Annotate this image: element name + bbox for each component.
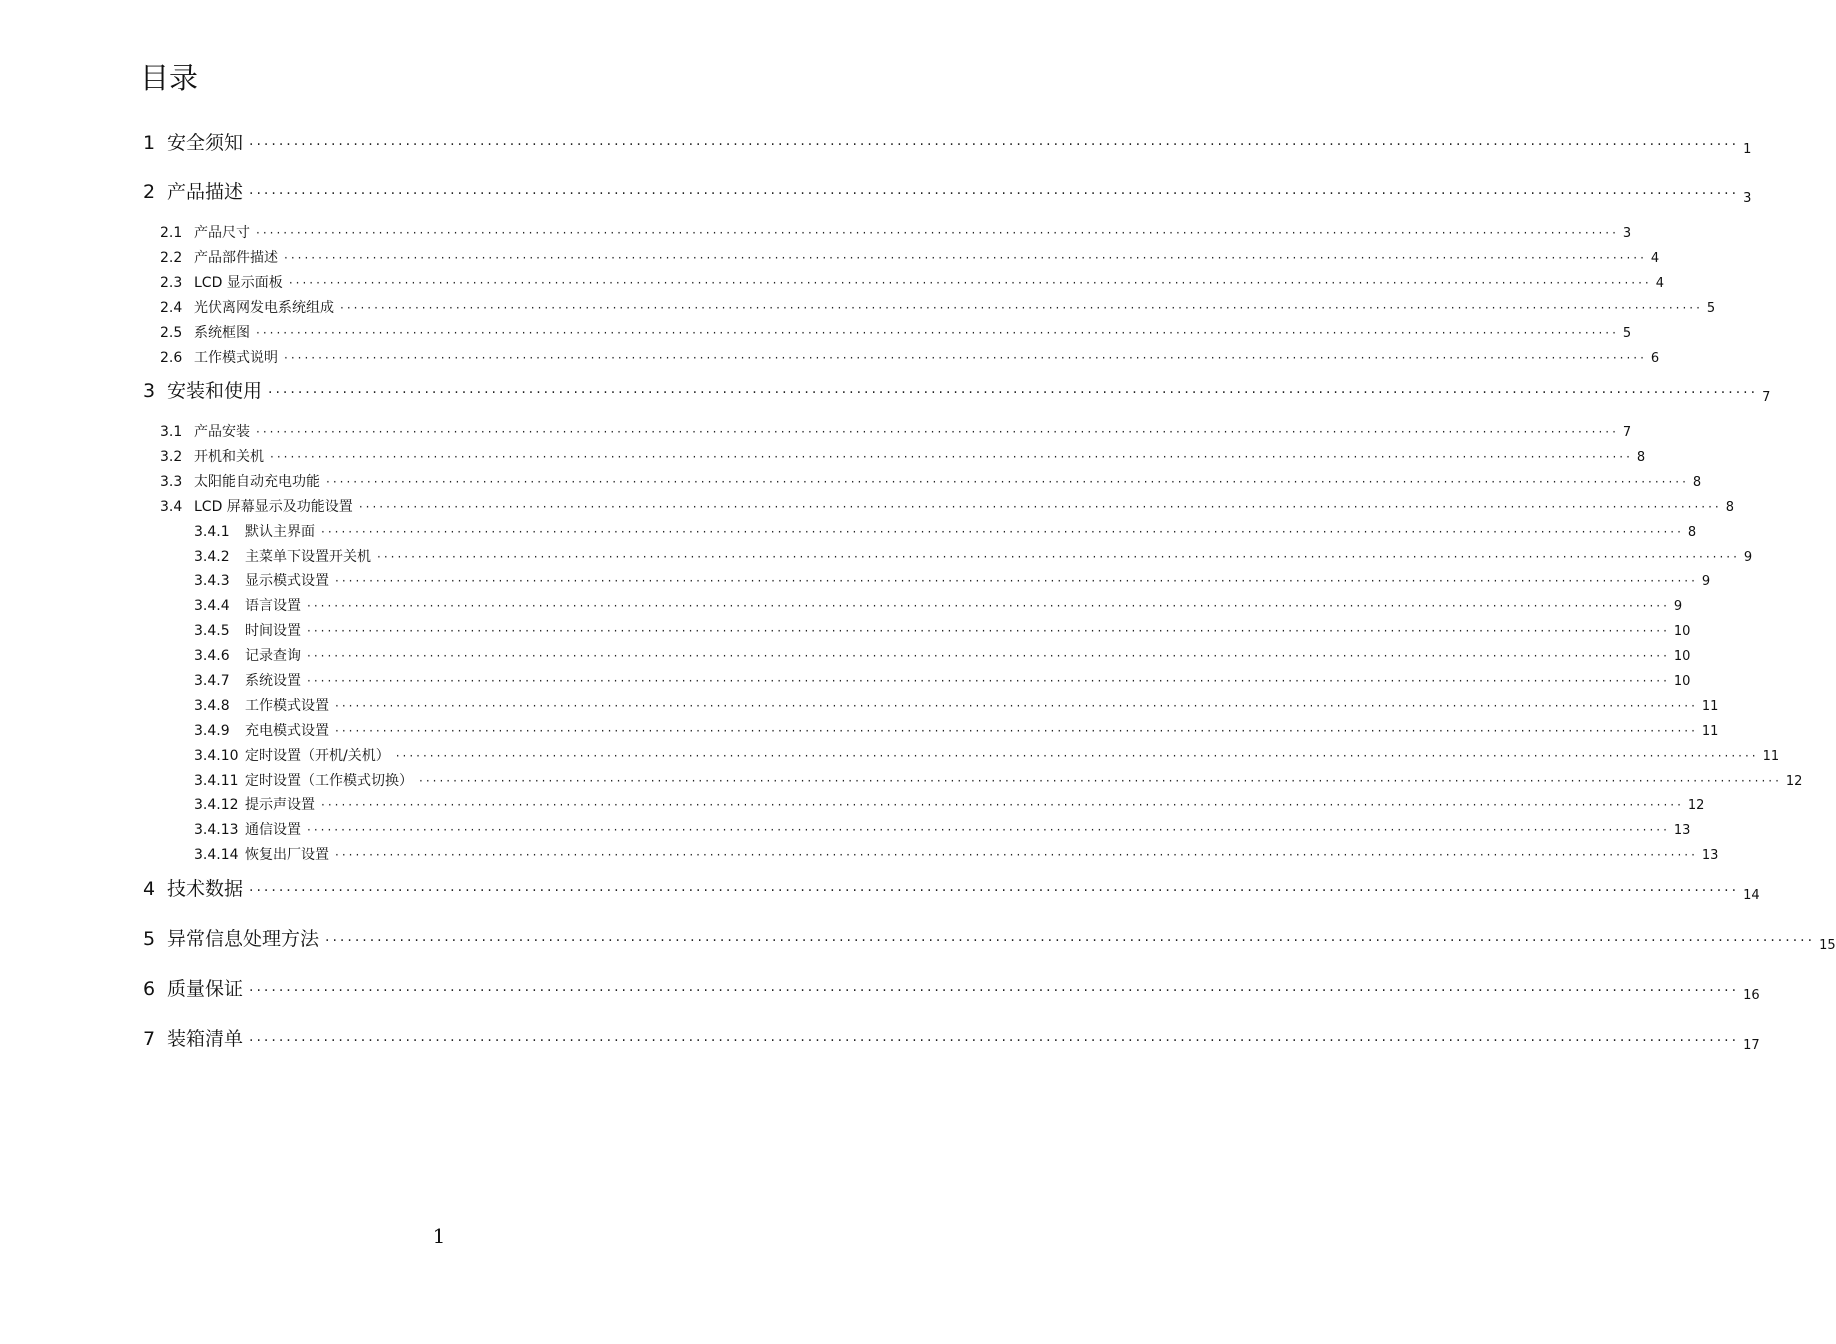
toc-entry-label [160,421,250,443]
toc-entry-title: 默认主界面 [245,524,315,540]
toc-entry-number: 1 [143,132,156,154]
toc-entry-number: 3.1 [160,424,183,440]
toc-entry[interactable] [143,377,1771,408]
toc-entry-number: 3.4 [160,499,183,515]
toc-entry-title: 安装和使用 [167,380,263,402]
toc-entry[interactable] [160,272,1664,295]
toc-entry-page-number: 4 [1650,251,1660,266]
toc-dot-leader: ········································································································································································································ [307,599,1670,613]
toc-entry-label [160,471,320,493]
toc-dot-leader: ········································································································································································································ [288,276,1652,290]
toc-entry-page-number: 14 [1743,888,1760,903]
toc-entry-title: 显示模式设置 [245,573,329,589]
toc-entry-page-number: 13 [1701,848,1719,863]
toc-entry-number: 3.4.14 [194,847,239,863]
toc-entry-page-number: 8 [1687,525,1697,540]
toc-entry[interactable] [143,975,1760,1006]
toc-dot-leader: ········································································································································································································ [395,749,1759,763]
toc-entry-number: 3.4.3 [194,573,230,589]
toc-entry[interactable] [194,595,1683,618]
toc-dot-leader: ········································································································································································································ [307,823,1670,837]
page-title: 目录 [140,61,199,95]
toc-entry-title: 语言设置 [245,598,301,614]
toc-entry-title: 定时设置（工作模式切换） [245,773,413,789]
toc-entry-title: 主菜单下设置开关机 [245,549,371,565]
toc-entry-label [194,844,329,866]
toc-entry-page-number: 8 [1692,475,1702,490]
toc-dot-leader: ········································································································································································································ [326,475,1689,489]
toc-entry-number: 3.4.5 [194,623,230,639]
toc-dot-leader: ········································································································································································································ [321,525,1684,539]
toc-entry-number: 3.4.4 [194,598,230,614]
toc-dot-leader: ········································································································································································································ [249,1033,1740,1049]
toc-entry-page-number: 13 [1673,823,1691,838]
toc-entry-number: 6 [143,978,156,1000]
toc-entry-title: 异常信息处理方法 [167,928,320,950]
toc-entry[interactable] [194,745,1780,768]
toc-dot-leader: ········································································································································································································ [325,933,1816,949]
toc-entry-label [194,620,301,642]
toc-entry-title: 开机和关机 [194,449,264,465]
toc-entry-page-number: 7 [1622,425,1632,440]
toc-entry-label [160,272,283,294]
toc-entry-page-number: 3 [1743,191,1752,206]
toc-dot-leader: ········································································································································································································ [335,848,1698,862]
toc-entry[interactable] [143,1025,1760,1056]
toc-entry[interactable] [194,645,1691,668]
toc-dot-leader: ········································································································································································································ [335,724,1698,738]
toc-entry-label [160,247,278,269]
toc-entry-label [143,1025,243,1053]
toc-entry-title: 系统设置 [245,673,301,689]
toc-dot-leader: ········································································································································································································ [249,137,1740,153]
toc-entry-number: 2.3 [160,275,183,291]
toc-entry-number: 3.4.8 [194,698,230,714]
toc-entry-title: 产品描述 [167,181,244,203]
toc-entry-label [194,570,329,592]
toc-entry-number: 3.4.9 [194,723,230,739]
toc-entry-number: 5 [143,928,156,950]
toc-entry[interactable] [194,570,1711,593]
toc-entry-title: 工作模式说明 [194,350,278,366]
toc-entry-title: 质量保证 [167,978,244,1000]
toc-entry[interactable] [194,844,1719,867]
toc-entry-number: 3.4.2 [194,549,230,565]
toc-entry[interactable] [194,620,1691,643]
toc-dot-leader: ········································································································································································································ [419,774,1782,788]
toc-entry-label [160,446,264,468]
toc-entry-label [143,875,243,903]
toc-entry-title: 产品安装 [194,424,250,440]
toc-entry-title: 记录查询 [245,648,301,664]
toc-entry[interactable] [194,794,1705,817]
toc-entry[interactable] [160,322,1632,345]
toc-entry[interactable] [143,925,1836,956]
toc-entry-number: 7 [143,1028,156,1050]
toc-entry[interactable] [160,247,1660,270]
toc-entry-title: 太阳能自动充电功能 [194,474,320,490]
toc-entry-page-number: 7 [1762,390,1771,405]
toc-entry-page-number: 9 [1743,550,1753,565]
toc-entry-page-number: 10 [1673,624,1691,639]
toc-entry-page-number: 10 [1673,649,1691,664]
toc-entry[interactable] [160,496,1734,519]
toc-entry[interactable] [194,521,1697,544]
toc-dot-leader: ········································································································································································································ [358,500,1722,514]
toc-entry-label [160,297,334,319]
toc-entry-label [194,546,371,568]
toc-entry-number: 3.4.12 [194,797,239,813]
toc-entry-number: 2.6 [160,350,183,366]
toc-entry[interactable] [194,770,1803,793]
toc-entry-title: 定时设置（开机/关机） [245,748,390,764]
toc-entry-page-number: 17 [1743,1038,1760,1053]
toc-dot-leader: ········································································································································································································ [307,649,1670,663]
toc-entry-label [194,770,413,792]
toc-dot-leader: ········································································································································································································ [249,186,1740,202]
toc-entry-page-number: 5 [1622,326,1632,341]
toc-entry-number: 3.4.10 [194,748,239,764]
toc-entry-title: 系统框图 [194,325,250,341]
toc-entry-page-number: 9 [1701,574,1711,589]
toc-entry-title: 安全须知 [167,132,244,154]
footer-page-number: 1 [432,1224,446,1248]
toc-dot-leader: ········································································································································································································ [256,226,1619,240]
toc-entry[interactable] [160,297,1716,320]
toc-entry[interactable] [160,347,1660,370]
toc-entry-number: 2.5 [160,325,183,341]
toc-entry[interactable] [160,471,1702,494]
toc-entry-label [143,377,262,405]
toc-entry-label [143,925,319,953]
toc-entry-label [143,975,243,1003]
toc-entry-title: 技术数据 [167,878,244,900]
toc-entry-label [194,695,329,717]
toc-dot-leader: ········································································································································································································ [270,450,1633,464]
toc-entry-page-number: 11 [1701,699,1719,714]
toc-entry-page-number: 8 [1636,450,1646,465]
toc-entry-number: 4 [143,878,156,900]
toc-dot-leader: ········································································································································································································ [377,550,1740,564]
toc-entry-number: 2 [143,181,156,203]
toc-entry-label [194,595,301,617]
toc-dot-leader: ········································································································································································································ [335,699,1698,713]
toc-entry[interactable] [143,178,1752,209]
toc-entry-label [160,222,250,244]
toc-entry-page-number: 5 [1706,301,1716,316]
toc-entry[interactable] [194,695,1719,718]
toc-dot-leader: ········································································································································································································ [307,674,1670,688]
toc-entry-page-number: 12 [1687,798,1705,813]
toc-entry-page-number: 16 [1743,988,1760,1003]
toc-entry-label [160,322,250,344]
toc-entry-label [143,129,243,157]
toc-entry[interactable] [160,222,1632,245]
toc-entry-number: 3.3 [160,474,183,490]
toc-entry[interactable] [194,670,1691,693]
toc-entry-page-number: 15 [1819,938,1836,953]
toc-entry-title: 光伏离网发电系统组成 [194,300,334,316]
toc-entry-page-number: 6 [1650,351,1660,366]
toc-entry-number: 3.2 [160,449,183,465]
toc-entry-number: 2.2 [160,250,183,266]
toc-entry-title: 产品部件描述 [194,250,278,266]
toc-entry-number: 3.4.6 [194,648,230,664]
toc-entry-label [160,347,278,369]
toc-entry-title: 工作模式设置 [245,698,329,714]
toc-entry[interactable] [160,446,1646,469]
toc-entry-page-number: 12 [1785,774,1803,789]
toc-entry-title: 时间设置 [245,623,301,639]
toc-entry-page-number: 10 [1673,674,1691,689]
toc-dot-leader: ········································································································································································································ [340,301,1703,315]
toc-entry-number: 3.4.13 [194,822,239,838]
toc-entry-page-number: 9 [1673,599,1683,614]
toc-entry-label [194,521,315,543]
toc-entry-label [194,670,301,692]
toc-entry-page-number: 4 [1655,276,1664,291]
toc-entry[interactable] [194,546,1753,569]
toc-entry-number: 3.4.11 [194,773,239,789]
toc-entry-number: 2.1 [160,225,183,241]
toc-entry-title: 恢复出厂设置 [245,847,329,863]
toc-entry-title: 充电模式设置 [245,723,329,739]
toc-dot-leader: ········································································································································································································ [256,326,1619,340]
toc-entry-label [194,745,390,767]
toc-entry-label [194,720,329,742]
toc-entry[interactable] [194,720,1719,743]
toc-entry[interactable] [194,819,1691,842]
toc-entry-page-number: 8 [1725,500,1734,515]
toc-entry-title: 通信设置 [245,822,301,838]
toc-dot-leader: ········································································································································································································ [249,883,1740,899]
toc-entry[interactable] [160,421,1632,444]
toc-entry-number: 3 [143,380,156,402]
toc-entry-title: LCD 显示面板 [194,275,283,291]
toc-entry-title: LCD 屏幕显示及功能设置 [194,499,353,515]
toc-entry-page-number: 3 [1622,226,1632,241]
toc-entry-title: 产品尺寸 [194,225,250,241]
toc-entry-page-number: 11 [1762,749,1780,764]
toc-dot-leader: ········································································································································································································ [321,798,1684,812]
toc-entry-label [160,496,353,518]
toc-entry-title: 装箱清单 [167,1028,244,1050]
toc-entry-label [143,178,243,206]
toc-entry-title: 提示声设置 [245,797,315,813]
toc-entry-label [194,819,301,841]
toc-entry-label [194,794,315,816]
toc-dot-leader: ········································································································································································································ [268,385,1759,401]
toc-dot-leader: ········································································································································································································ [256,425,1619,439]
toc-entry-page-number: 11 [1701,724,1719,739]
toc-dot-leader: ········································································································································································································ [284,351,1647,365]
toc-dot-leader: ········································································································································································································ [249,983,1740,999]
toc-entry[interactable] [143,875,1760,906]
toc-entry-number: 2.4 [160,300,183,316]
toc-entry[interactable] [143,129,1752,160]
toc-dot-leader: ········································································································································································································ [284,251,1647,265]
toc-dot-leader: ········································································································································································································ [335,574,1698,588]
toc-entry-number: 3.4.7 [194,673,230,689]
toc-entry-page-number: 1 [1743,142,1752,157]
toc-entry-number: 3.4.1 [194,524,230,540]
toc-entry-label [194,645,301,667]
toc-dot-leader: ········································································································································································································ [307,624,1670,638]
